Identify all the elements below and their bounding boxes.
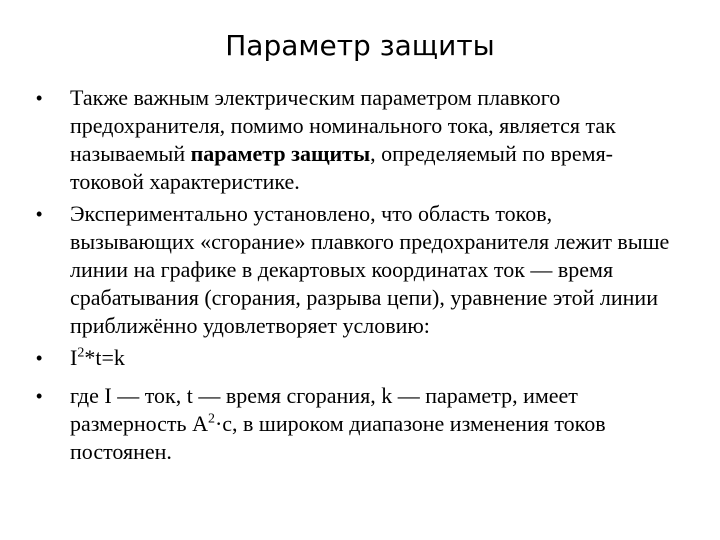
bullet-text-part: ·с, в широком диапазоне изменения токов постоянен.	[70, 411, 606, 464]
formula-base: I	[70, 345, 78, 370]
bold-term: параметр защиты	[190, 141, 371, 166]
formula-rest: *t=k	[84, 345, 125, 370]
formula-exponent: 2	[77, 345, 85, 361]
slide-title: Параметр защиты	[225, 29, 495, 62]
unit-exponent: 2	[207, 411, 215, 427]
bullet-text-part: Также важным электрическим параметром плавкого предохранителя, помимо номинального тока, является так называемый	[70, 85, 616, 166]
bullet-item-formula	[36, 344, 676, 372]
bullet-text-part: , определяемый по время-токовой характеристике.	[70, 141, 614, 194]
bullet-list	[36, 84, 676, 470]
bullet-icon: •	[36, 204, 43, 224]
bullet-text: Экспериментально установлено, что область токов, вызывающих «сгорание» плавкого предохранителя лежит выше линии на графике в декартовых координатах ток — время срабатывания (сгорания, разрыва цепи), уравнение этой линии приближённо удовлетворяет условию:	[70, 201, 670, 338]
bullet-text-part: где I — ток, t — время сгорания, k — параметр, имеет размерность А	[70, 383, 578, 436]
bullet-item	[36, 200, 676, 340]
formula	[70, 345, 125, 370]
bullet-icon: •	[36, 88, 43, 108]
bullet-text	[70, 383, 606, 464]
bullet-text	[70, 85, 616, 194]
bullet-icon: •	[36, 386, 43, 406]
bullet-item	[36, 84, 676, 196]
bullet-icon: •	[36, 348, 43, 368]
bullet-item	[36, 382, 676, 466]
